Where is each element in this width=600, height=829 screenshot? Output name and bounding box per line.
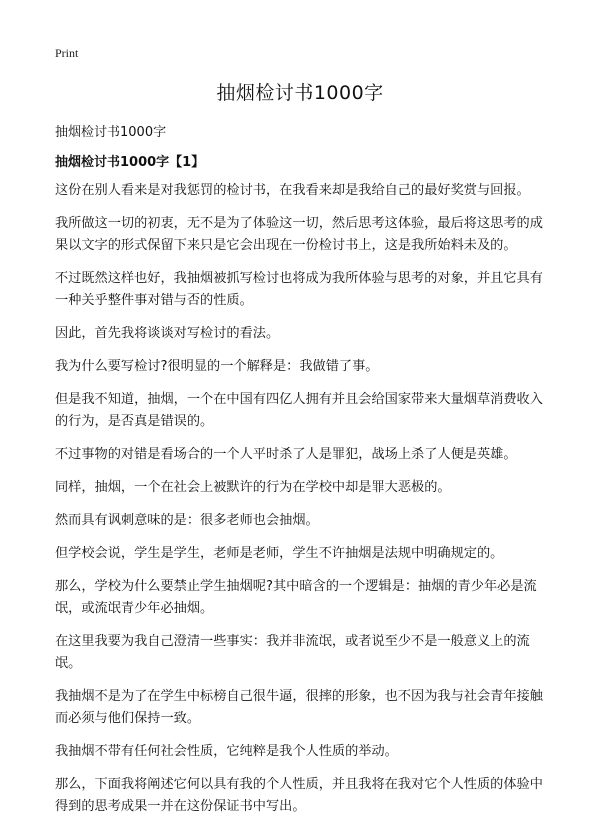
paragraph-11: 那么，学校为什么要禁止学生抽烟呢?其中暗含的一个逻辑是：抽烟的青少年必是流氓，或流氓青少年必抽烟。	[55, 579, 537, 616]
paragraph-2: 我所做这一切的初衷，无不是为了体验这一切，然后思考这体验，最后将这思考的成果以文字的形式保留下来只是它会出现在一份检讨书上，这是我所始料未及的。	[55, 216, 543, 253]
paragraph-1: 这份在别人看来是对我惩罚的检讨书，在我看来却是我给自己的最好奖赏与回报。	[55, 183, 530, 198]
paragraph-14: 我抽烟不带有任何社会性质，它纯粹是我个人性质的举动。	[55, 744, 398, 759]
paragraph-12: 在这里我要为我自己澄清一些事实：我并非流氓，或者说至少不是一般意义上的流氓。	[55, 634, 530, 671]
paragraph-6: 但是我不知道，抽烟，一个在中国有四亿人拥有并且会给国家带来大量烟草消费收入的行为，是否真是错误的。	[55, 392, 543, 429]
paragraph-9: 然而具有讽刺意味的是：很多老师也会抽烟。	[55, 513, 319, 528]
paragraph-4: 因此，首先我将谈谈对写检讨的看法。	[55, 326, 280, 341]
paragraph-13: 我抽烟不是为了在学生中标榜自己很牛逼，很摔的形象，也不因为我与社会青年接触而必须与他们保持一致。	[55, 689, 543, 726]
paragraph-8: 同样，抽烟，一个在社会上被默许的行为在学校中却是罪大恶极的。	[55, 480, 451, 495]
paragraph-15: 那么，下面我将阐述它何以具有我的个人性质，并且我将在我对它个人性质的体验中得到的思考成果一并在这份保证书中写出。	[55, 777, 543, 814]
paragraph-5: 我为什么要写检讨?很明显的一个解释是：我做错了事。	[55, 359, 379, 374]
paragraph-7: 不过事物的对错是看场合的一个人平时杀了人是罪犯，战场上杀了人便是英雄。	[55, 447, 517, 462]
paragraph-10: 但学校会说，学生是学生，老师是老师，学生不许抽烟是法规中明确规定的。	[55, 546, 504, 561]
document-body	[55, 180, 555, 829]
print-label: Print	[55, 46, 79, 60]
section-heading: 抽烟检讨书1000字【1】	[55, 155, 205, 170]
document-title: 抽烟检讨书1000字	[216, 82, 384, 104]
document-subtitle: 抽烟检讨书1000字	[55, 125, 167, 140]
paragraph-3: 不过既然这样也好，我抽烟被抓写检讨也将成为我所体验与思考的对象，并且它具有一种关乎整件事对错与否的性质。	[55, 271, 543, 308]
